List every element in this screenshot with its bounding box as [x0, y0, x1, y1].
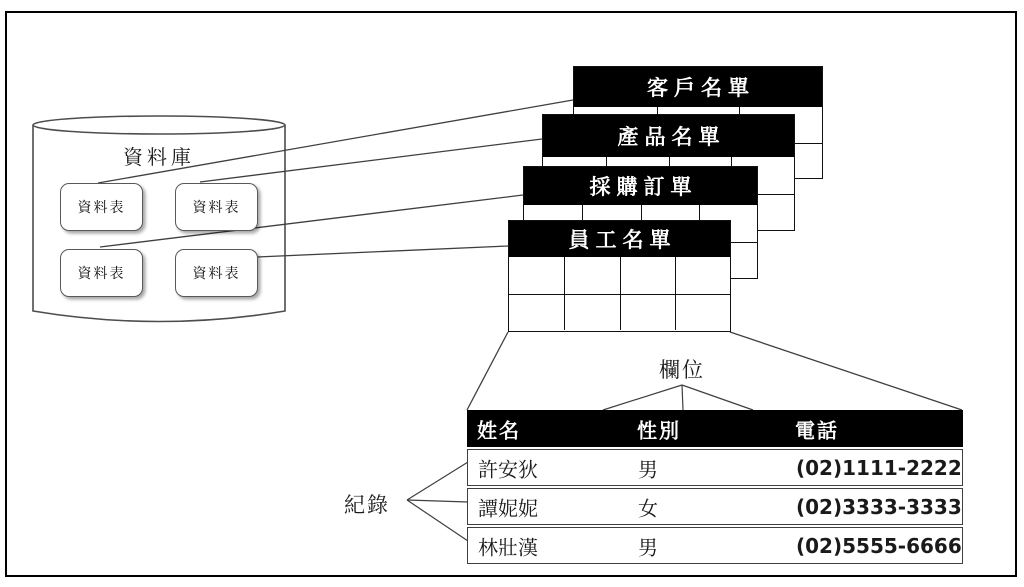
- detail-column-gender: 性別: [637, 418, 681, 442]
- funnel-left: [467, 332, 508, 410]
- connector-employees: [257, 246, 508, 257]
- funnel-right: [730, 332, 962, 410]
- columns-annotation-label: 欄位: [659, 358, 705, 382]
- table-box-3: [60, 249, 143, 297]
- stacked-table-employees: [508, 220, 731, 332]
- stacked-table-title: 產品名單: [543, 115, 794, 157]
- table-box-label: 資料表: [77, 200, 126, 216]
- cell-phone: (02)5555-6666: [796, 533, 962, 558]
- table-cell: [509, 257, 564, 294]
- table-box-label: 資料表: [192, 200, 241, 216]
- table-box-1: [60, 183, 143, 231]
- table-cell: [509, 294, 564, 331]
- detail-table-header: [467, 410, 963, 447]
- detail-table-row: [467, 488, 963, 525]
- cell-name: 譚妮妮: [478, 496, 538, 520]
- cell-phone: (02)1111-2222: [796, 455, 962, 480]
- table-cell: [564, 257, 619, 294]
- records-fan: [407, 462, 468, 541]
- records-annotation-label: 紀錄: [344, 493, 390, 517]
- stacked-table-title: 客戶名單: [574, 67, 822, 107]
- table-box-2: [175, 183, 258, 231]
- table-cell: [675, 257, 730, 294]
- cell-name: 林壯漢: [478, 535, 538, 559]
- database-label: 資料庫: [123, 145, 195, 169]
- table-cell: [675, 294, 730, 331]
- table-cell: [564, 294, 619, 331]
- table-cell: [620, 257, 675, 294]
- cell-gender: 男: [638, 535, 658, 559]
- table-box-4: [175, 249, 258, 297]
- stacked-table-title: 採購訂單: [524, 167, 757, 205]
- detail-column-name: 姓名: [477, 418, 521, 442]
- employee-detail-table: [467, 410, 963, 564]
- columns-fan: [603, 385, 753, 410]
- table-box-label: 資料表: [77, 266, 126, 282]
- detail-table-row: [467, 527, 963, 564]
- stacked-table-grid: [509, 257, 730, 330]
- table-cell: [620, 294, 675, 331]
- cell-phone: (02)3333-3333: [796, 494, 962, 519]
- cell-gender: 女: [638, 496, 658, 520]
- stacked-table-title: 員工名單: [509, 221, 730, 257]
- cell-name: 許安狄: [478, 457, 538, 481]
- detail-table-row: [467, 449, 963, 486]
- detail-column-phone: 電話: [795, 418, 839, 442]
- table-box-label: 資料表: [192, 266, 241, 282]
- cell-gender: 男: [638, 457, 658, 481]
